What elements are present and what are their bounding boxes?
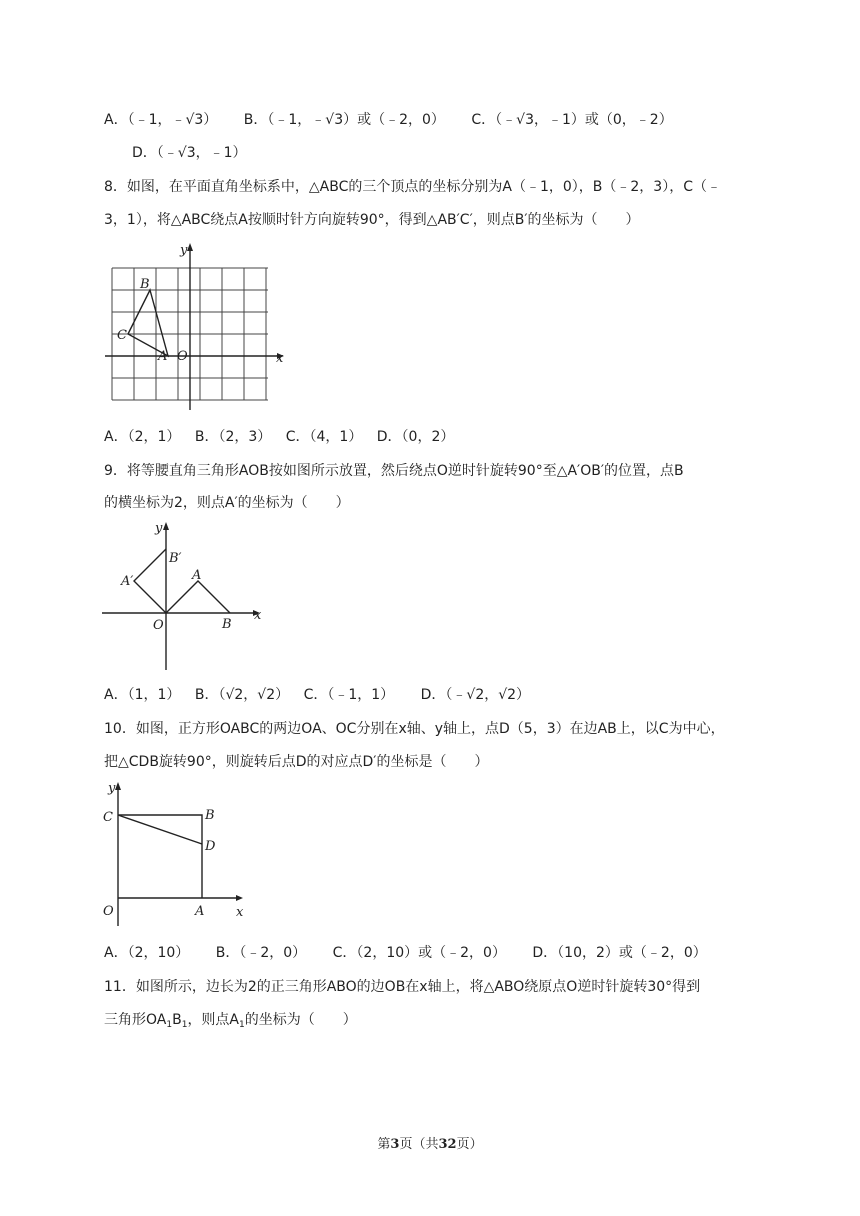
q9-label-b: B [222, 617, 232, 632]
q10-option-b: B．（﹣2，0） [215, 945, 307, 961]
q11-sub-1: 1 [166, 1020, 173, 1030]
q8-option-c: C．（4，1） [285, 429, 363, 445]
q10-options [104, 943, 729, 963]
footer-pre: 第 [377, 1137, 391, 1152]
q9-label-a: A [192, 568, 202, 583]
q11-text-post: 的坐标为（ ） [244, 1012, 357, 1028]
q10-x-arrow [236, 895, 243, 901]
q8-option-a: A．（2，1） [104, 429, 181, 445]
q9-triangle-aob [166, 581, 230, 613]
q8-label-o: O [177, 349, 188, 364]
q8-options [104, 427, 464, 447]
q9-text-line2: 的横坐标为2，则点A′的坐标为（ ） [104, 495, 350, 511]
q8-label-c: C [117, 328, 127, 343]
q8-axes [105, 248, 282, 410]
q9-label-y: y [155, 521, 163, 536]
q10-label-o: O [103, 904, 114, 919]
footer-page-number: 3 [390, 1137, 400, 1152]
q10-square-oabc [118, 815, 202, 898]
q9-label-b-prime: B′ [169, 551, 182, 566]
q9-text-line1: 9．将等腰直角三角形AOB按如图所示放置，然后绕点O逆时针旋转90°至△A′OB′的位置，点B [104, 463, 684, 479]
q10-option-d: D．（10，2）或（﹣2，0） [532, 945, 707, 961]
q8-label-y: y [180, 243, 188, 258]
q10-label-b: B [205, 808, 215, 823]
q8-text-line1: 8．如图，在平面直角坐标系中，△ABC的三个顶点的坐标分别为A（﹣1，0），B（﹣2，3），C（﹣ [104, 179, 721, 195]
q7-option-a: A．（﹣1，﹣√3） [104, 112, 218, 128]
q8-y-arrow [187, 243, 193, 251]
q9-label-x: x [254, 608, 262, 623]
q8-option-d: D．（0，2） [376, 429, 455, 445]
q9-triangle-aprime-obprime [134, 549, 166, 613]
q11-text-mid: B [172, 1012, 182, 1028]
q10-option-c: C．（2，10）或（﹣2，0） [332, 945, 506, 961]
q10-label-y: y [108, 781, 116, 796]
q7-option-d: D．（﹣√3，﹣1） [132, 145, 247, 161]
q9-y-arrow [163, 522, 169, 530]
q10-text-line2: 把△CDB旋转90°，则旋转后点D的对应点D′的坐标是（ ） [104, 754, 489, 770]
q11-text-line2 [104, 1010, 357, 1035]
q9-option-a: A．（1，1） [104, 687, 181, 703]
q11-text-pre: 三角形OA [104, 1012, 167, 1028]
q9-figure [100, 518, 270, 673]
q11-text-mid2: ，则点A [187, 1012, 240, 1028]
q10-segment-cd [118, 815, 202, 844]
q10-label-a: A [195, 904, 205, 919]
q10-text-line1: 10．如图，正方形OABC的两边OA、OC分别在x轴、y轴上，点D（5，3）在边AB上，以C为中心， [104, 721, 725, 737]
q9-option-c: C．（﹣1，1） [303, 687, 395, 703]
q9-axes [102, 526, 258, 670]
q10-label-c: C [103, 810, 113, 825]
footer-post: 页） [456, 1137, 483, 1152]
q9-option-d: D．（﹣√2，√2） [420, 687, 531, 703]
q10-label-d: D [205, 839, 216, 854]
q8-label-a: A [158, 349, 168, 364]
q8-option-b: B．（2，3） [194, 429, 272, 445]
q7-option-b: B．（﹣1，﹣√3）或（﹣2，0） [243, 112, 445, 128]
q10-figure [100, 778, 260, 933]
q9-label-a-prime: A′ [121, 574, 134, 589]
q8-text-line2: 3，1），将△ABC绕点A按顺时针方向旋转90°，得到△AB′C′，则点B′的坐标为（ ） [104, 212, 640, 228]
q7-option-c: C．（﹣√3，﹣1）或（0，﹣2） [471, 112, 673, 128]
page-footer [0, 1133, 860, 1152]
footer-mid: 页（共 [399, 1137, 439, 1152]
q9-options [104, 685, 552, 705]
q11-sub-2: 1 [181, 1020, 188, 1030]
q7-options-line2 [132, 143, 247, 163]
q9-label-o: O [153, 618, 164, 633]
q9-option-b: B．（√2，√2） [194, 687, 290, 703]
q10-option-a: A．（2，10） [104, 945, 190, 961]
q8-label-x: x [276, 351, 284, 366]
q8-label-b: B [140, 277, 150, 292]
q11-text-line1: 11．如图所示，边长为2的正三角形ABO的边OB在x轴上，将△ABO绕原点O逆时针旋转30°得到 [104, 979, 701, 995]
q7-options-line1 [104, 110, 695, 130]
q10-label-x: x [236, 905, 244, 920]
q11-sub-3: 1 [239, 1020, 245, 1030]
q10-axes [118, 786, 240, 926]
q10-y-arrow [115, 782, 121, 790]
q8-figure [100, 238, 290, 413]
footer-total-pages: 32 [438, 1137, 457, 1152]
